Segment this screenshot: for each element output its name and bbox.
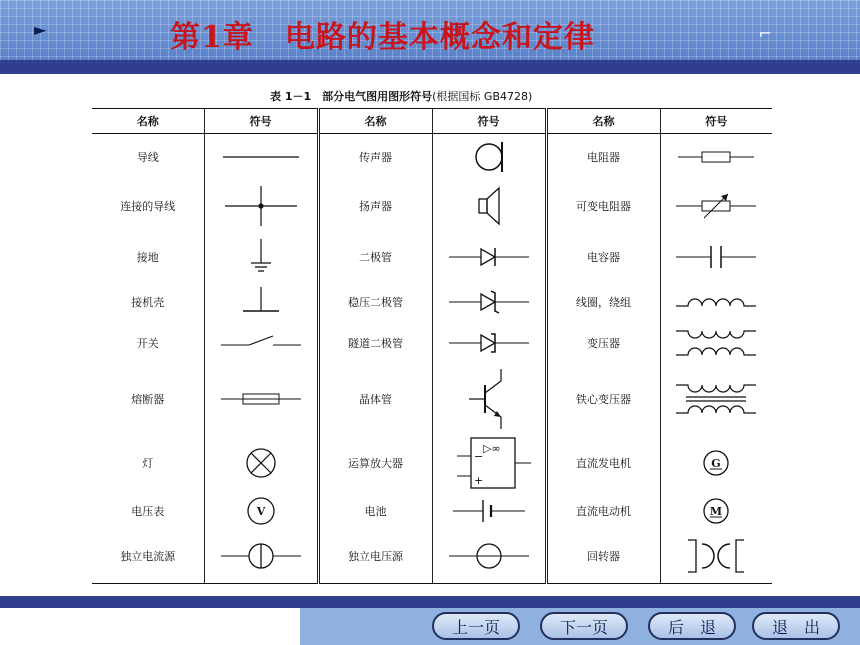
speaker-symbol-icon <box>432 180 546 232</box>
header-symbol-2: 符号 <box>432 109 546 134</box>
header-name-1: 名称 <box>92 109 204 134</box>
gyrator-symbol-icon <box>660 530 772 584</box>
lamp-symbol-icon <box>204 434 318 492</box>
zener-diode-symbol-icon <box>432 282 546 322</box>
cell-name: 开关 <box>92 322 204 364</box>
transistor-symbol-icon <box>432 364 546 434</box>
table-caption-text: 表 1－1 部分电气图用图形符号 <box>270 90 433 103</box>
cell-name: 电池 <box>318 492 432 530</box>
minus-glyph: − <box>473 449 483 463</box>
symbol-table <box>92 108 772 584</box>
battery-symbol-icon <box>432 492 546 530</box>
footer-divider <box>0 596 860 608</box>
tunnel-diode-symbol-icon <box>432 322 546 364</box>
exit-button[interactable]: 退 出 <box>752 612 840 640</box>
cell-name: 接机壳 <box>92 282 204 322</box>
header-symbol-3: 符号 <box>660 109 772 134</box>
header-symbol-1: 符号 <box>204 109 318 134</box>
cell-name: 晶体管 <box>318 364 432 434</box>
cell-name: 扬声器 <box>318 180 432 232</box>
switch-symbol-icon <box>204 322 318 364</box>
diode-symbol-icon <box>432 232 546 282</box>
cell-name: 电阻器 <box>546 134 660 180</box>
table-row <box>92 232 772 282</box>
motor-glyph: M <box>710 504 723 518</box>
transformer-symbol-icon <box>660 322 772 364</box>
back-button[interactable]: 后 退 <box>648 612 736 640</box>
connected-wires-symbol-icon <box>204 180 318 232</box>
cell-name: 直流发电机 <box>546 434 660 492</box>
table-header-row <box>92 109 772 134</box>
ground-symbol-icon <box>204 232 318 282</box>
corner-mark-icon: ⌐ <box>758 24 772 43</box>
generator-glyph: G <box>711 456 721 470</box>
header-name-2: 名称 <box>318 109 432 134</box>
footer-left-panel <box>0 608 300 645</box>
play-arrow-icon: ► <box>34 20 47 39</box>
iron-core-transformer-symbol-icon <box>660 364 772 434</box>
cell-name: 接地 <box>92 232 204 282</box>
coil-symbol-icon <box>660 282 772 322</box>
fuse-symbol-icon <box>204 364 318 434</box>
chassis-ground-symbol-icon <box>204 282 318 322</box>
table-caption-source: (根据国标 GB4728) <box>432 90 533 103</box>
cell-name: 稳压二极管 <box>318 282 432 322</box>
current-source-symbol-icon <box>204 530 318 584</box>
table-caption <box>270 88 532 104</box>
voltmeter-symbol-icon <box>204 492 318 530</box>
capacitor-symbol-icon <box>660 232 772 282</box>
cell-name: 电容器 <box>546 232 660 282</box>
table-row <box>92 530 772 584</box>
dc-generator-symbol-icon <box>660 434 772 492</box>
cell-name: 导线 <box>92 134 204 180</box>
cell-name: 独立电流源 <box>92 530 204 584</box>
microphone-symbol-icon <box>432 134 546 180</box>
cell-name: 熔断器 <box>92 364 204 434</box>
dc-motor-symbol-icon <box>660 492 772 530</box>
page-title: 第1章 电路的基本概念和定律 <box>170 20 595 55</box>
table-row <box>92 434 772 492</box>
next-page-button[interactable]: 下一页 <box>540 612 628 640</box>
table-row <box>92 282 772 322</box>
op-amp-glyph: ▷∞ <box>482 441 501 455</box>
cell-name: 电压表 <box>92 492 204 530</box>
prev-page-button[interactable]: 上一页 <box>432 612 520 640</box>
wire-symbol-icon <box>204 134 318 180</box>
table-row <box>92 322 772 364</box>
cell-name: 变压器 <box>546 322 660 364</box>
header-banner <box>0 0 860 60</box>
cell-name: 运算放大器 <box>318 434 432 492</box>
voltmeter-glyph: V <box>256 504 265 518</box>
op-amp-symbol-icon <box>432 434 546 492</box>
resistor-symbol-icon <box>660 134 772 180</box>
cell-name: 回转器 <box>546 530 660 584</box>
variable-resistor-symbol-icon <box>660 180 772 232</box>
cell-name: 独立电压源 <box>318 530 432 584</box>
cell-name: 隧道二极管 <box>318 322 432 364</box>
plus-glyph: + <box>473 473 483 487</box>
cell-name: 二极管 <box>318 232 432 282</box>
header-name-3: 名称 <box>546 109 660 134</box>
table-row <box>92 492 772 530</box>
header-divider <box>0 60 860 74</box>
cell-name: 灯 <box>92 434 204 492</box>
cell-name: 铁心变压器 <box>546 364 660 434</box>
cell-name: 连接的导线 <box>92 180 204 232</box>
table-row <box>92 180 772 232</box>
table-row <box>92 364 772 434</box>
cell-name: 直流电动机 <box>546 492 660 530</box>
cell-name: 线圈，绕组 <box>546 282 660 322</box>
cell-name: 可变电阻器 <box>546 180 660 232</box>
table-row <box>92 134 772 180</box>
cell-name: 传声器 <box>318 134 432 180</box>
voltage-source-symbol-icon <box>432 530 546 584</box>
